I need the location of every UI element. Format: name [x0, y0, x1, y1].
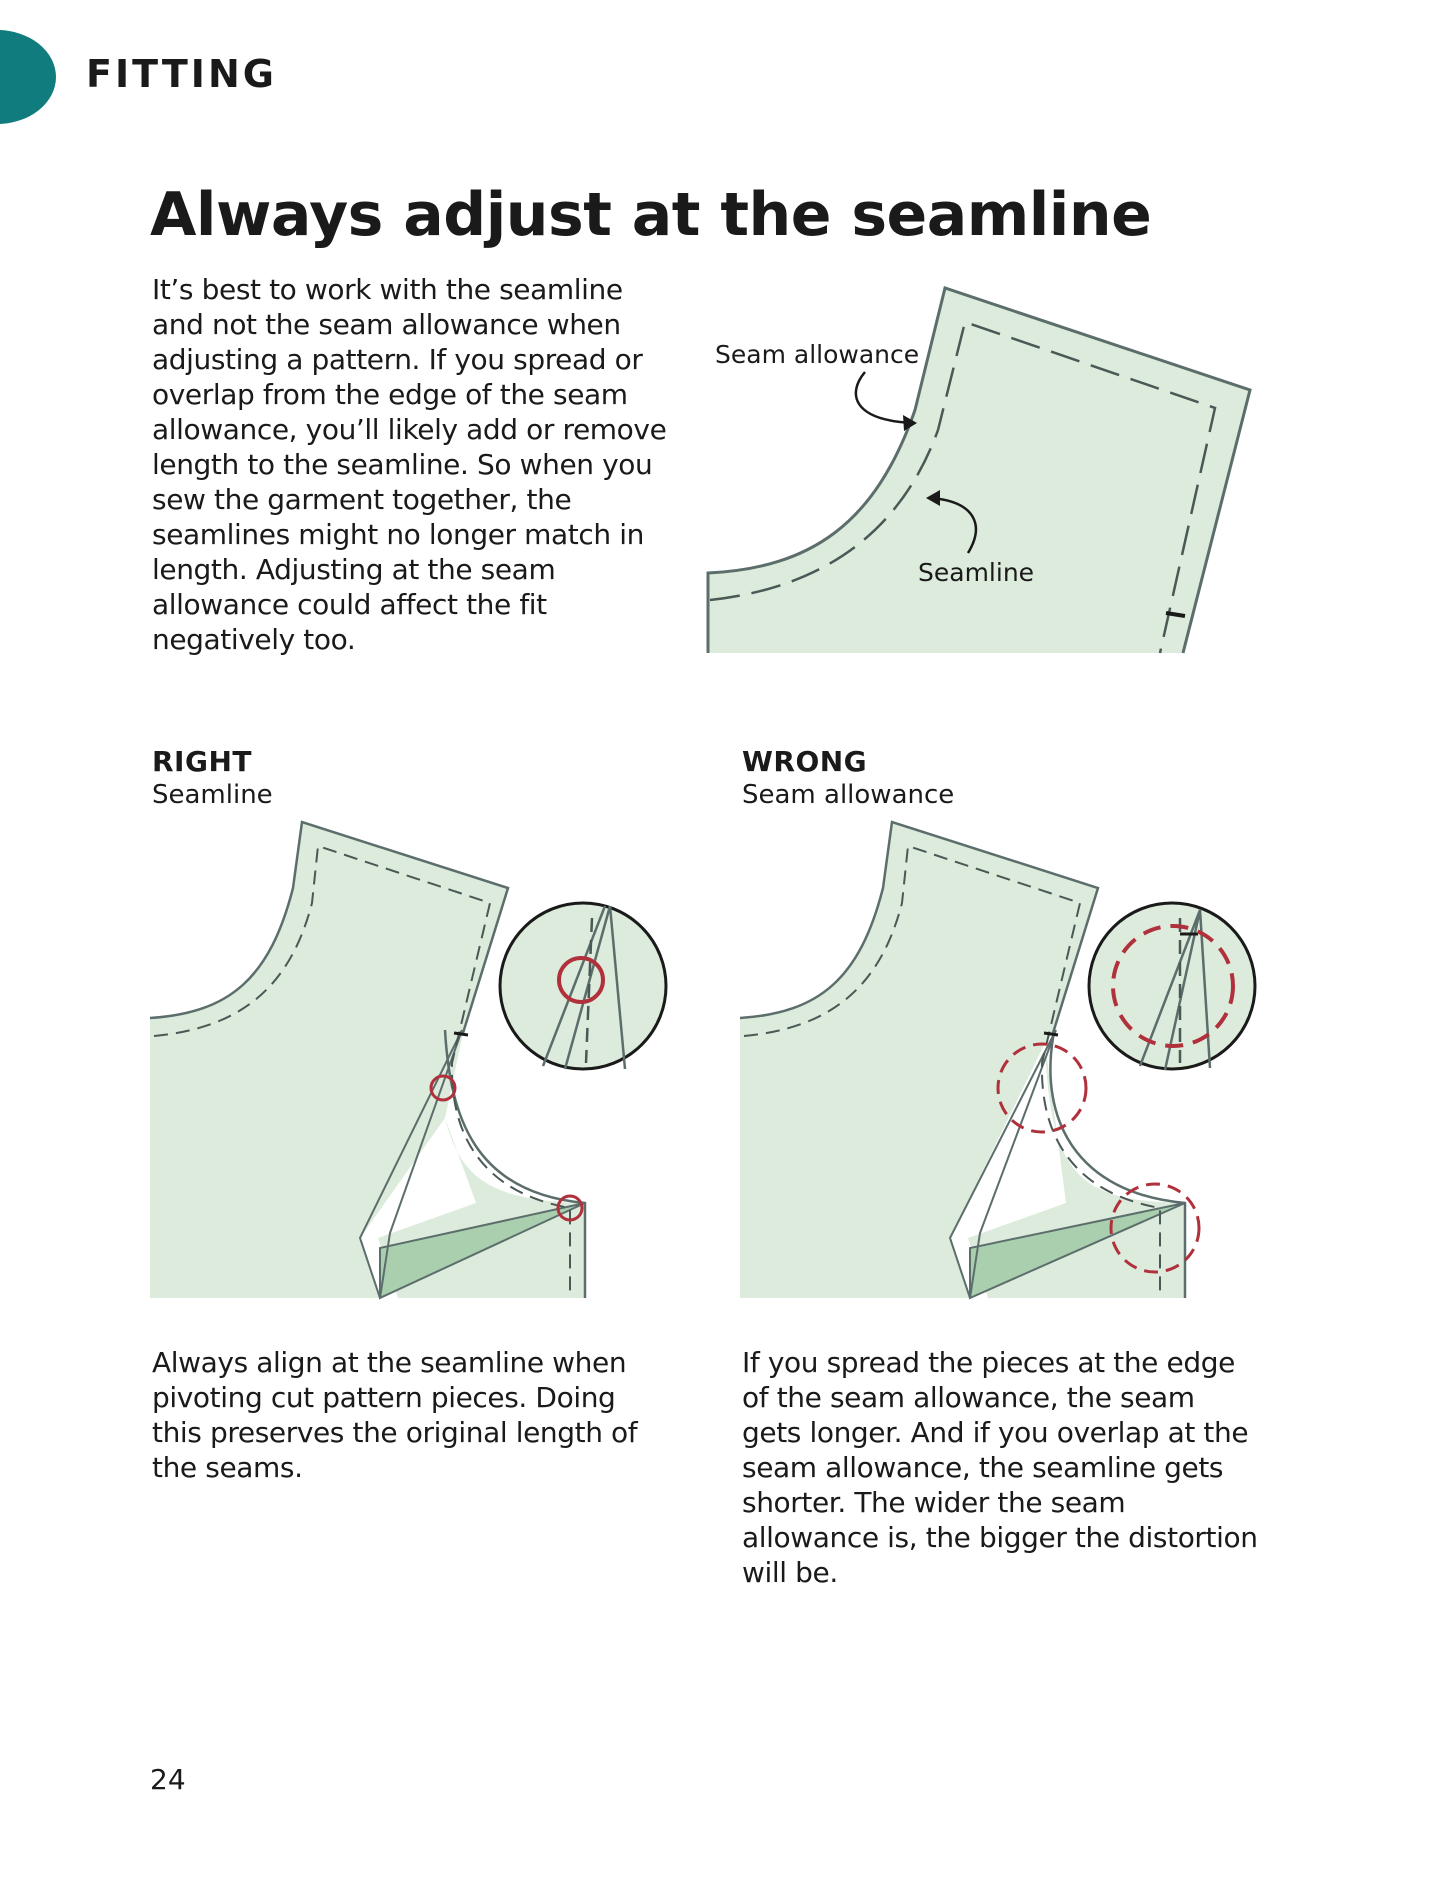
right-pivot-diagram — [150, 818, 680, 1318]
right-heading: RIGHT — [152, 745, 252, 778]
intro-paragraph: It’s best to work with the seamline and not the seam allowance when adjusting a pattern. If you spread or overlap from the edge of the seam allowance, you’ll likely add or remove length to the seamline. So when you sew the garment together, the seamlines might no longer match in length. Adjusting at the seam allowance could affect the fit negatively too. — [152, 273, 667, 656]
magnifier-circle — [500, 903, 666, 1069]
page-number: 24 — [150, 1763, 186, 1796]
page-title: Always adjust at the seamline — [150, 180, 1152, 250]
seam-notch — [454, 1033, 468, 1035]
seam-allowance-label: Seam allowance — [715, 340, 920, 369]
seamline-label: Seamline — [918, 558, 1035, 587]
shoulder-seam-diagram — [700, 280, 1260, 655]
wrong-pivot-diagram — [740, 818, 1270, 1318]
section-tab-marker — [0, 30, 56, 124]
right-subheading: Seamline — [152, 780, 273, 810]
section-label: FITTING — [86, 52, 277, 96]
wrong-heading: WRONG — [742, 745, 868, 778]
right-caption: Always align at the seamline when pivoting cut pattern pieces. Doing this preserves the original length of the seams. — [152, 1346, 638, 1484]
seam-notch — [1044, 1033, 1058, 1035]
seam-allowance-arrow — [856, 372, 913, 423]
wrong-caption: If you spread the pieces at the edge of the seam allowance, the seam gets longer. And if you overlap at the seam allowance, the seamline gets shorter. The wider the seam allowance is, the bigger the distortion will be. — [742, 1346, 1258, 1589]
wrong-subheading: Seam allowance — [742, 780, 955, 810]
